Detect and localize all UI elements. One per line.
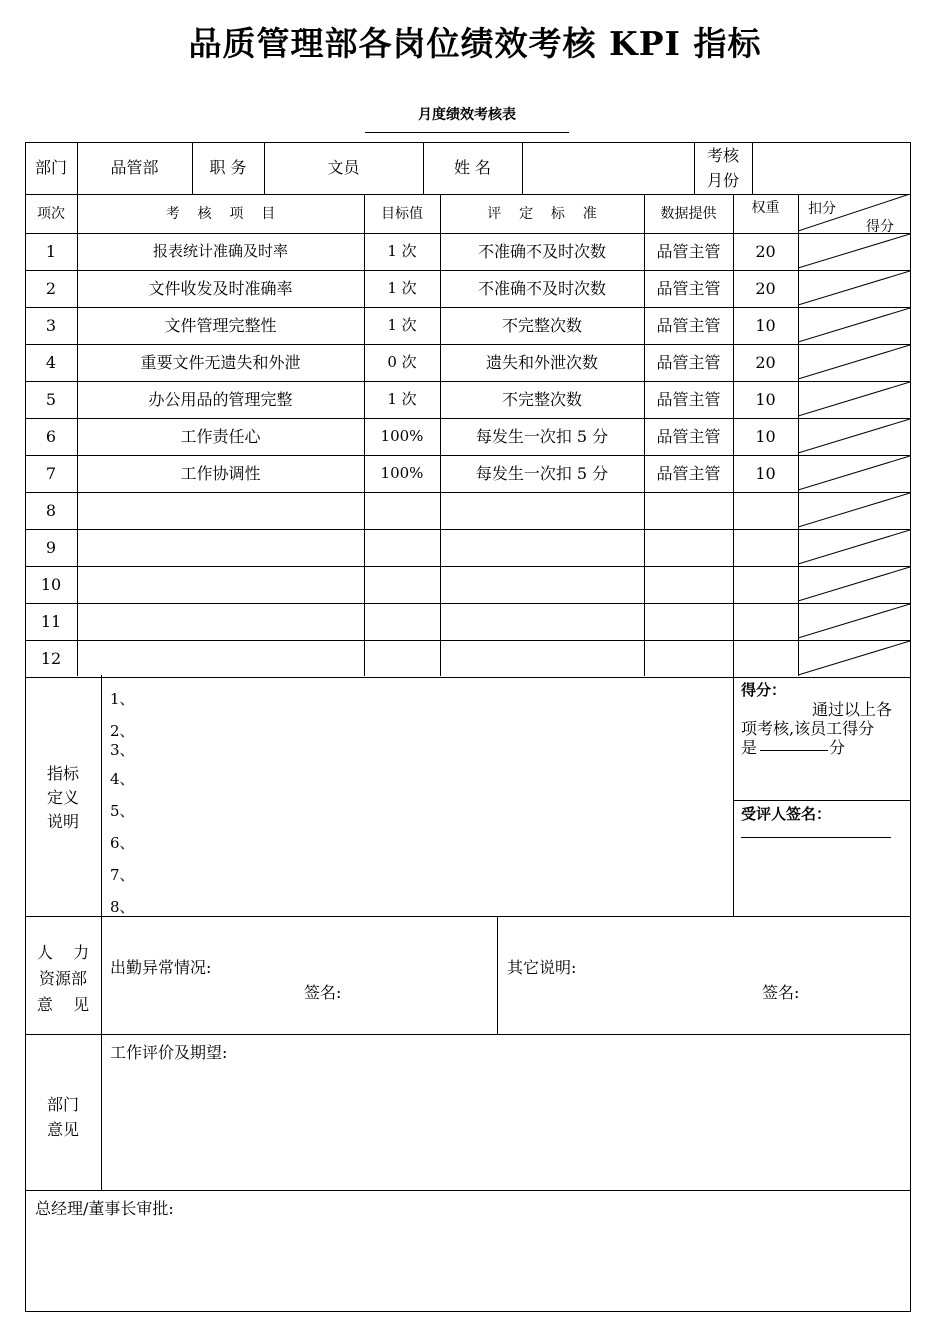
grid-line <box>101 916 102 1034</box>
dept-opinion-label-2: 意见 <box>46 1120 79 1139</box>
col-target-header: 目标值 <box>381 205 423 222</box>
row-weight: 20 <box>755 278 776 298</box>
definition-item: 2、 <box>110 722 135 740</box>
row-item: 重要文件无遗失和外泄 <box>140 352 301 372</box>
row-target <box>364 566 440 603</box>
row-index: 12 <box>40 648 62 668</box>
row-item: 报表统计准确及时率 <box>152 242 288 260</box>
row-source <box>644 566 733 603</box>
row-item: 文件收发及时准确率 <box>148 278 293 298</box>
row-target: 1 次 <box>387 316 417 334</box>
dept-label: 部门 <box>34 158 67 177</box>
row-item <box>77 566 364 603</box>
col-weight-header: 权重 <box>751 200 780 216</box>
row-source: 品管主管 <box>656 389 721 409</box>
row-score-cell[interactable] <box>798 566 910 603</box>
grid-line <box>733 800 910 801</box>
attendance-sign: 签名: <box>304 983 342 1002</box>
row-source: 品管主管 <box>656 278 721 298</box>
grid-line <box>25 455 910 456</box>
grid-line <box>25 603 910 604</box>
row-target: 1 次 <box>387 242 417 260</box>
grid-line <box>25 916 910 917</box>
row-criteria <box>440 492 644 529</box>
grid-line <box>101 675 102 916</box>
definitions-label-1: 指标 <box>46 764 79 783</box>
grid-line <box>25 194 910 195</box>
row-target <box>364 603 440 640</box>
gm-approval-label: 总经理/董事长审批: <box>35 1199 174 1218</box>
grid-line <box>192 142 193 194</box>
row-weight: 10 <box>755 389 776 409</box>
grid-line <box>25 344 910 345</box>
row-target <box>364 492 440 529</box>
signee-label: 受评人签名： <box>741 805 832 823</box>
grid-line <box>644 194 645 676</box>
grid-line <box>25 492 910 493</box>
row-weight <box>733 492 798 529</box>
row-weight <box>733 640 798 677</box>
grid-line <box>25 1190 910 1191</box>
row-criteria: 不准确不及时次数 <box>477 278 606 298</box>
row-item: 工作责任心 <box>180 426 261 446</box>
grid-line <box>25 270 910 271</box>
row-weight: 20 <box>755 241 776 261</box>
grid-line <box>798 194 799 676</box>
hr-label-2: 资源部 <box>38 969 87 988</box>
eval-label: 工作评价及期望: <box>110 1043 228 1062</box>
grid-line <box>101 1034 102 1190</box>
definition-item: 8、 <box>110 898 135 916</box>
hr-label-3: 意 见 <box>36 995 90 1014</box>
row-source: 品管主管 <box>656 315 721 335</box>
grid-line <box>733 194 734 676</box>
row-weight: 20 <box>755 352 776 372</box>
row-score-cell[interactable] <box>798 344 910 381</box>
row-target <box>364 529 440 566</box>
attendance-label: 出勤异常情况: <box>110 958 212 977</box>
row-item <box>77 603 364 640</box>
row-index: 2 <box>45 278 57 298</box>
row-item <box>77 529 364 566</box>
row-index: 10 <box>40 574 62 594</box>
row-weight: 10 <box>755 315 776 335</box>
row-criteria <box>440 603 644 640</box>
row-item: 办公用品的管理完整 <box>148 389 293 409</box>
row-score-cell[interactable] <box>798 418 910 455</box>
grid-line <box>364 194 365 676</box>
row-score-cell[interactable] <box>798 603 910 640</box>
month-value[interactable] <box>752 142 910 194</box>
row-criteria: 不完整次数 <box>501 389 582 409</box>
row-weight <box>733 529 798 566</box>
row-score-cell[interactable] <box>798 381 910 418</box>
grid-line <box>522 142 523 194</box>
definition-item: 6、 <box>110 834 135 852</box>
score-text-3-prefix: 是 <box>741 738 758 757</box>
row-source <box>644 529 733 566</box>
grid-line <box>423 142 424 194</box>
row-source: 品管主管 <box>656 352 721 372</box>
row-score-cell[interactable] <box>798 492 910 529</box>
dept-value[interactable]: 品管部 <box>110 158 159 177</box>
dept-opinion-label-1: 部门 <box>46 1095 79 1114</box>
row-criteria <box>440 566 644 603</box>
name-label: 姓 名 <box>453 158 492 177</box>
row-criteria: 不完整次数 <box>501 315 582 335</box>
page-subtitle: 月度绩效考核表 <box>365 104 569 133</box>
position-value[interactable]: 文员 <box>327 158 360 177</box>
grid-line <box>25 418 910 419</box>
header-diagonal <box>798 194 910 233</box>
col-deduct-header: 扣分 <box>808 201 836 217</box>
grid-line <box>77 194 78 676</box>
grid-line <box>733 675 734 916</box>
grid-line <box>77 142 78 194</box>
hr-label-1: 人 力 <box>36 943 90 962</box>
row-criteria: 遗失和外泄次数 <box>485 352 598 372</box>
grid-line <box>440 194 441 676</box>
row-criteria: 每发生一次扣 5 分 <box>475 426 609 446</box>
row-index: 5 <box>45 389 57 409</box>
other-sign: 签名: <box>762 983 800 1002</box>
definition-item: 5、 <box>110 802 135 820</box>
grid-line <box>497 916 498 1034</box>
grid-line <box>25 529 910 530</box>
row-index: 7 <box>45 463 57 483</box>
grid-line <box>25 640 910 641</box>
row-criteria: 不准确不及时次数 <box>477 241 606 261</box>
definition-item: 4、 <box>110 770 135 788</box>
grid-line <box>264 142 265 194</box>
month-label-2: 月份 <box>706 171 739 190</box>
row-index: 11 <box>40 611 62 631</box>
row-score-cell[interactable] <box>798 529 910 566</box>
row-index: 8 <box>45 500 57 520</box>
row-target: 1 次 <box>387 279 417 297</box>
definitions-label-2: 定义 <box>46 788 79 807</box>
row-criteria <box>440 529 644 566</box>
row-item: 工作协调性 <box>180 463 261 483</box>
row-item <box>77 640 364 677</box>
row-weight <box>733 566 798 603</box>
score-text-1: 通过以上各 <box>812 700 893 719</box>
definitions-label-3: 说明 <box>46 812 79 831</box>
row-target: 100% <box>380 427 424 445</box>
grid-line <box>25 677 910 678</box>
row-score-cell[interactable] <box>798 233 910 270</box>
grid-line <box>25 233 910 234</box>
row-index: 3 <box>45 315 57 335</box>
definition-item: 7、 <box>110 866 135 884</box>
row-target: 100% <box>380 464 424 482</box>
row-weight <box>733 603 798 640</box>
position-label: 职 务 <box>209 158 247 177</box>
row-source <box>644 492 733 529</box>
row-target: 0 次 <box>387 353 417 371</box>
signee-line[interactable] <box>741 837 891 838</box>
col-item-header: 考 核 项 目 <box>165 205 276 222</box>
row-index: 6 <box>45 426 57 446</box>
grid-line <box>25 381 910 382</box>
row-source: 品管主管 <box>656 426 721 446</box>
row-weight: 10 <box>755 463 776 483</box>
row-index: 9 <box>45 537 57 557</box>
row-score-cell[interactable] <box>798 640 910 677</box>
grid-line <box>694 142 695 194</box>
grid-line <box>25 566 910 567</box>
row-index: 4 <box>45 352 57 372</box>
score-label: 得分： <box>741 681 787 699</box>
score-blank[interactable] <box>760 750 828 751</box>
row-source <box>644 603 733 640</box>
row-source <box>644 640 733 677</box>
grid-line <box>752 142 753 194</box>
score-text-3-suffix: 分 <box>829 738 846 757</box>
row-item: 文件管理完整性 <box>164 315 277 335</box>
row-source: 品管主管 <box>656 463 721 483</box>
row-score-cell[interactable] <box>798 307 910 344</box>
row-weight: 10 <box>755 426 776 446</box>
col-index-header: 项次 <box>37 205 65 222</box>
score-text-2: 项考核,该员工得分 <box>741 719 875 738</box>
row-target: 1 次 <box>387 390 417 408</box>
row-item <box>77 492 364 529</box>
month-label-1: 考核 <box>706 146 739 165</box>
grid-line <box>25 1034 910 1035</box>
row-criteria <box>440 640 644 677</box>
name-value[interactable] <box>522 142 694 194</box>
definition-item: 1、 <box>110 690 135 708</box>
page-title: 品质管理部各岗位绩效考核 KPI 指标 <box>188 24 762 63</box>
grid-line <box>25 307 910 308</box>
col-source-header: 数据提供 <box>660 205 717 222</box>
row-score-cell[interactable] <box>798 455 910 492</box>
row-index: 1 <box>45 241 57 261</box>
row-criteria: 每发生一次扣 5 分 <box>475 463 609 483</box>
row-source: 品管主管 <box>656 241 721 261</box>
definition-item: 3、 <box>110 741 135 759</box>
other-label: 其它说明: <box>507 958 577 977</box>
col-criteria-header: 评 定 标 准 <box>487 205 597 222</box>
row-score-cell[interactable] <box>798 270 910 307</box>
row-target <box>364 640 440 677</box>
col-score-header: 得分 <box>866 219 894 235</box>
